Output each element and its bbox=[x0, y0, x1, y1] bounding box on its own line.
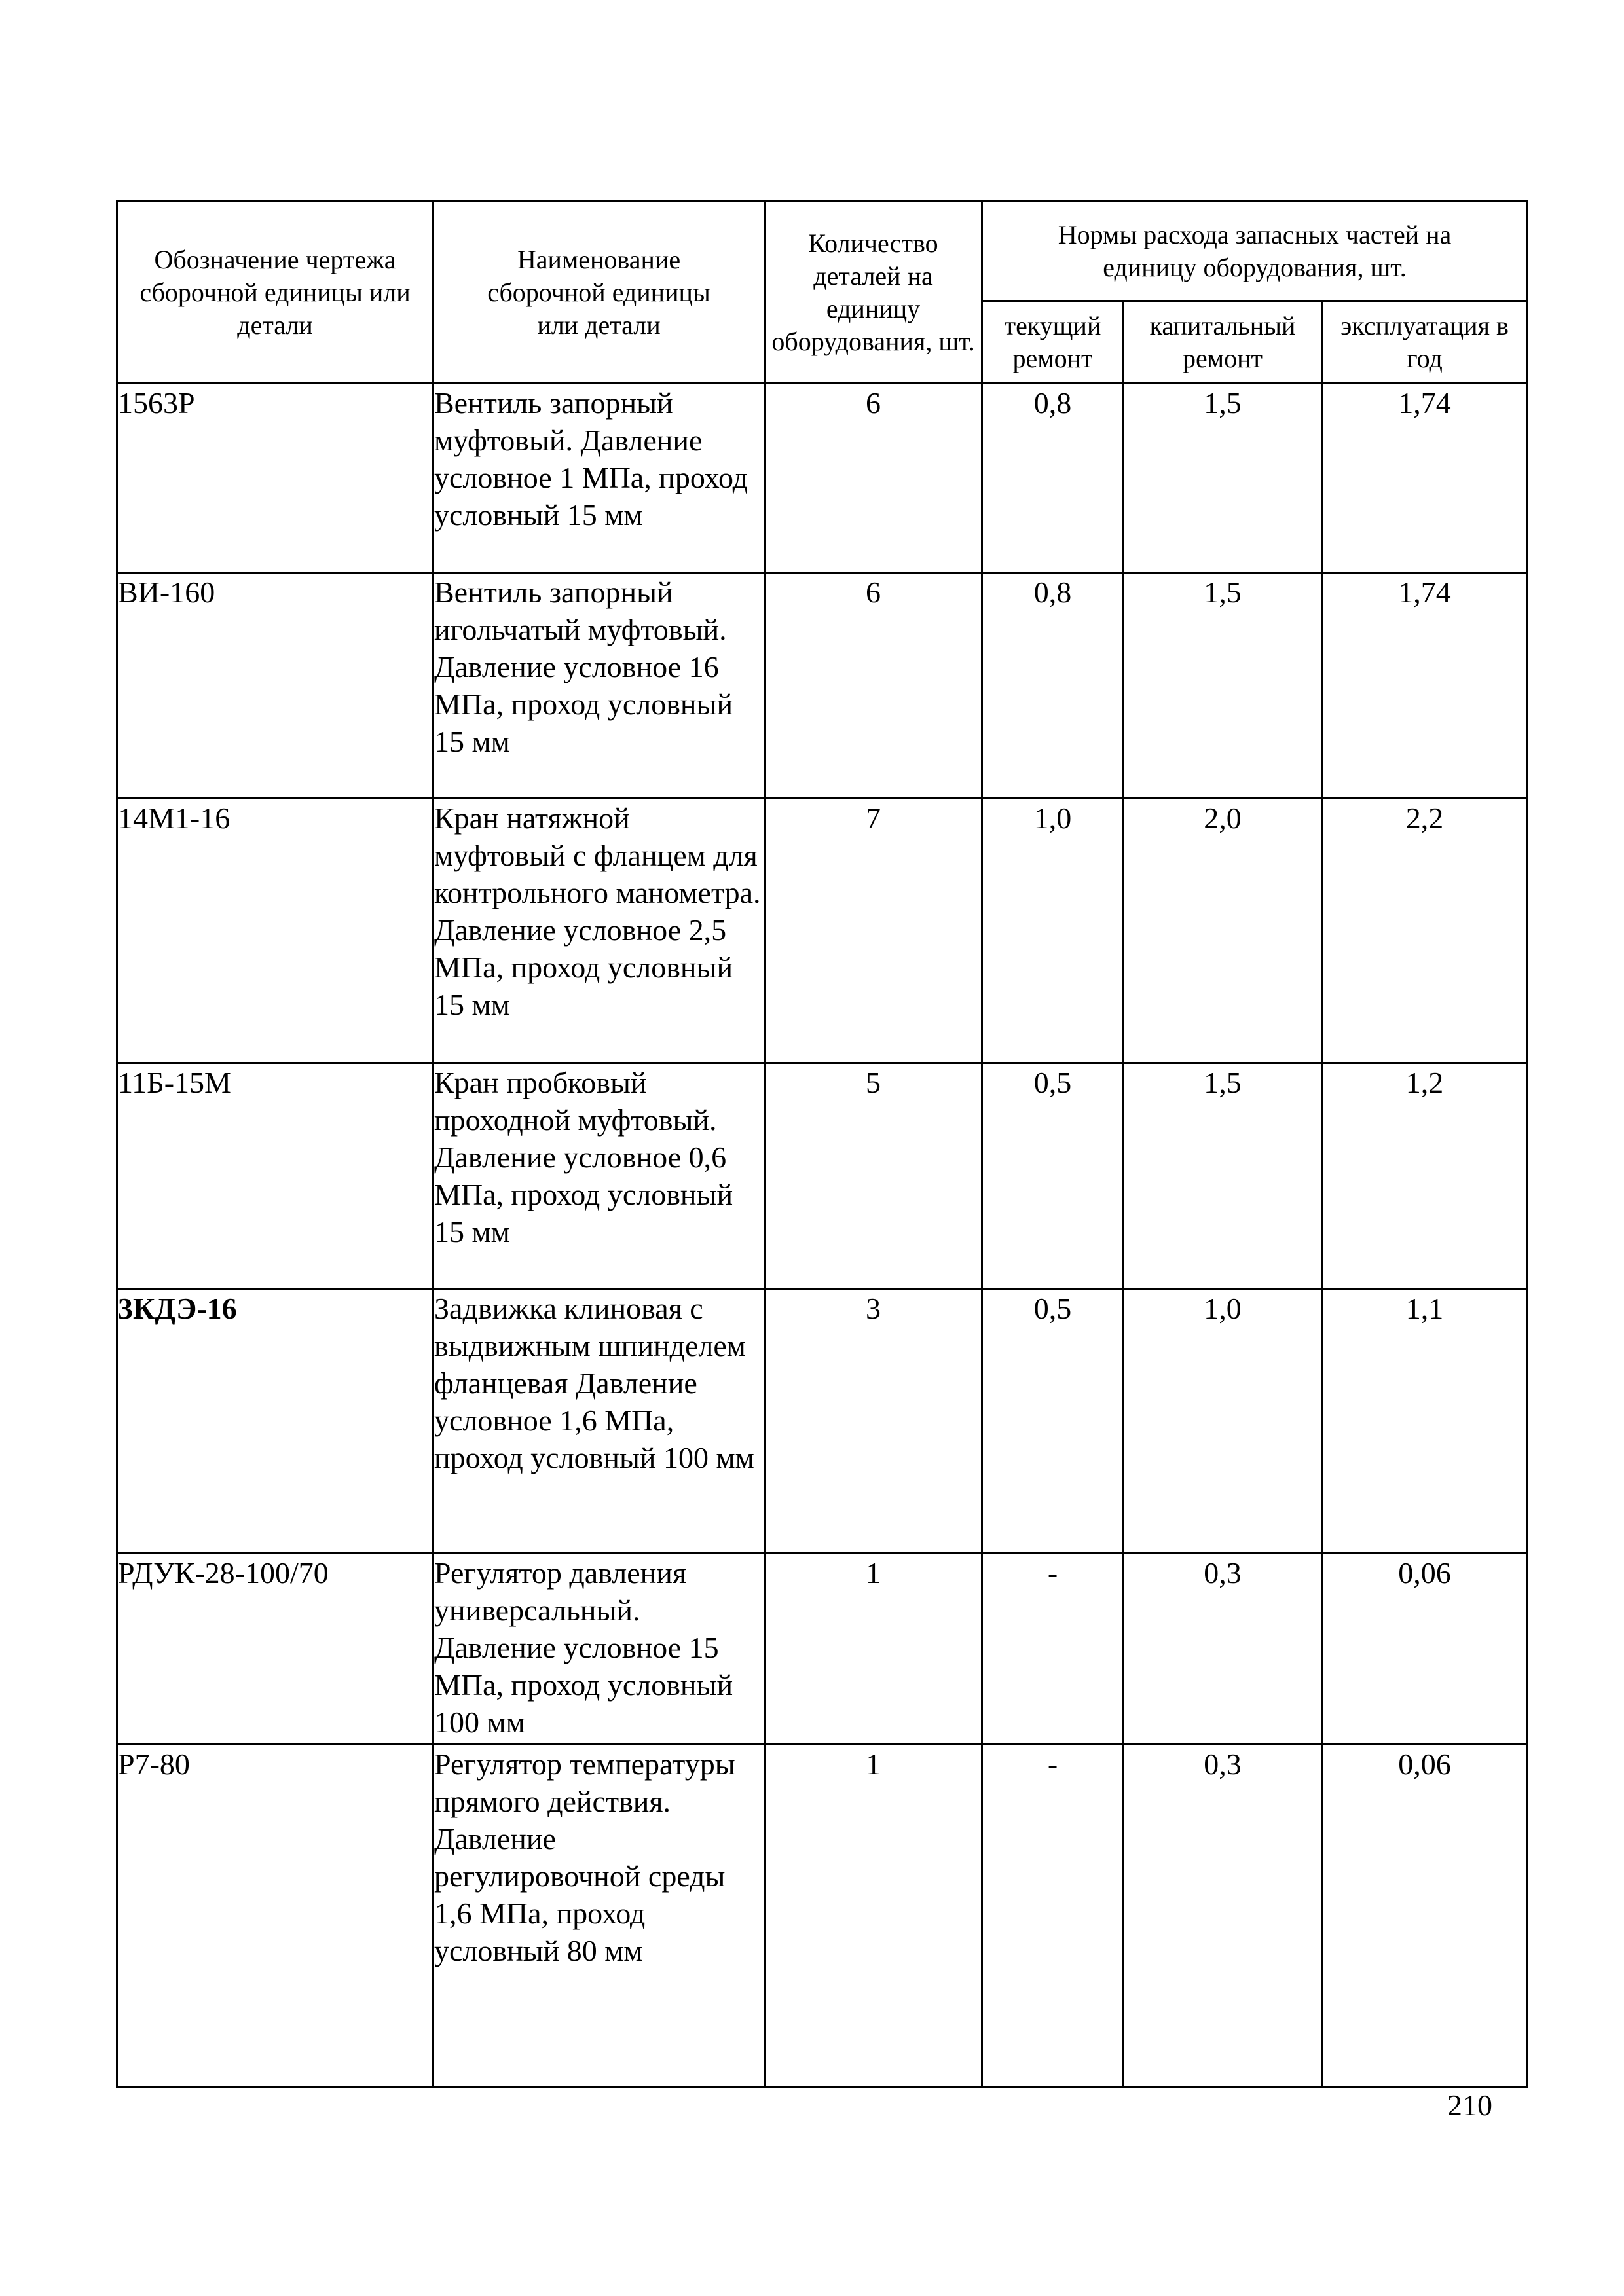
cell-current: 1,0 bbox=[982, 799, 1124, 1063]
cell-name: Задвижка клиновая с выдвижным шпинделем фланцевая Давление условное 1,6 МПа, проход условный 100 мм bbox=[434, 1289, 765, 1554]
header-norms: Нормы расхода запасных частей на единицу оборудования, шт. bbox=[982, 202, 1528, 301]
cell-qty: 1 bbox=[765, 1745, 982, 2087]
cell-code: 3КДЭ-16 bbox=[117, 1289, 434, 1554]
table-row bbox=[117, 1554, 1528, 1745]
table-row bbox=[117, 1063, 1528, 1289]
cell-code: 11Б-15М bbox=[117, 1063, 434, 1289]
header-capital-repair: капитальный ремонт bbox=[1124, 301, 1322, 384]
cell-operation: 1,74 bbox=[1322, 573, 1528, 799]
cell-qty: 6 bbox=[765, 573, 982, 799]
cell-operation: 2,2 bbox=[1322, 799, 1528, 1063]
cell-operation: 1,74 bbox=[1322, 384, 1528, 573]
cell-qty: 7 bbox=[765, 799, 982, 1063]
cell-code: 14М1-16 bbox=[117, 799, 434, 1063]
cell-operation: 1,1 bbox=[1322, 1289, 1528, 1554]
cell-name: Кран натяжной муфтовый с фланцем для контрольного манометра. Давление условное 2,5 МПа, проход условный 15 мм bbox=[434, 799, 765, 1063]
cell-name: Регулятор температуры прямого действия. Давление регулировочной среды 1,6 МПа, проход условный 80 мм bbox=[434, 1745, 765, 2087]
page-number: 210 bbox=[1447, 2088, 1492, 2122]
cell-current: 0,5 bbox=[982, 1289, 1124, 1554]
cell-current: 0,8 bbox=[982, 384, 1124, 573]
cell-name: Кран пробковый проходной муфтовый. Давление условное 0,6 МПа, проход условный 15 мм bbox=[434, 1063, 765, 1289]
table-row bbox=[117, 1745, 1528, 2087]
header-name: Наименование сборочной единицы или детали bbox=[434, 202, 765, 384]
header-operation: эксплуатация в год bbox=[1322, 301, 1528, 384]
cell-code: 1563Р bbox=[117, 384, 434, 573]
table-row bbox=[117, 799, 1528, 1063]
cell-capital: 1,5 bbox=[1124, 573, 1322, 799]
cell-name: Вентиль запорный муфтовый. Давление условное 1 МПа, проход условный 15 мм bbox=[434, 384, 765, 573]
cell-operation: 0,06 bbox=[1322, 1745, 1528, 2087]
cell-capital: 1,0 bbox=[1124, 1289, 1322, 1554]
cell-current: 0,8 bbox=[982, 573, 1124, 799]
table-row bbox=[117, 573, 1528, 799]
cell-capital: 1,5 bbox=[1124, 1063, 1322, 1289]
table-row bbox=[117, 384, 1528, 573]
cell-current: 0,5 bbox=[982, 1063, 1124, 1289]
cell-current: - bbox=[982, 1554, 1124, 1745]
cell-capital: 1,5 bbox=[1124, 384, 1322, 573]
cell-name: Регулятор давления универсальный. Давление условное 15 МПа, проход условный 100 мм bbox=[434, 1554, 765, 1745]
cell-capital: 2,0 bbox=[1124, 799, 1322, 1063]
header-current-repair: текущий ремонт bbox=[982, 301, 1124, 384]
cell-qty: 1 bbox=[765, 1554, 982, 1745]
cell-code: Р7-80 bbox=[117, 1745, 434, 2087]
cell-capital: 0,3 bbox=[1124, 1745, 1322, 2087]
cell-qty: 6 bbox=[765, 384, 982, 573]
table-row bbox=[117, 1289, 1528, 1554]
cell-operation: 1,2 bbox=[1322, 1063, 1528, 1289]
spare-parts-table bbox=[116, 200, 1528, 2088]
cell-code: ВИ-160 bbox=[117, 573, 434, 799]
header-qty: Количество деталей на единицу оборудования, шт. bbox=[765, 202, 982, 384]
cell-code: РДУК-28-100/70 bbox=[117, 1554, 434, 1745]
cell-current: - bbox=[982, 1745, 1124, 2087]
cell-qty: 3 bbox=[765, 1289, 982, 1554]
cell-name: Вентиль запорный игольчатый муфтовый. Давление условное 16 МПа, проход условный 15 мм bbox=[434, 573, 765, 799]
header-code: Обозначение чертежа сборочной единицы или детали bbox=[117, 202, 434, 384]
cell-qty: 5 bbox=[765, 1063, 982, 1289]
cell-operation: 0,06 bbox=[1322, 1554, 1528, 1745]
cell-capital: 0,3 bbox=[1124, 1554, 1322, 1745]
